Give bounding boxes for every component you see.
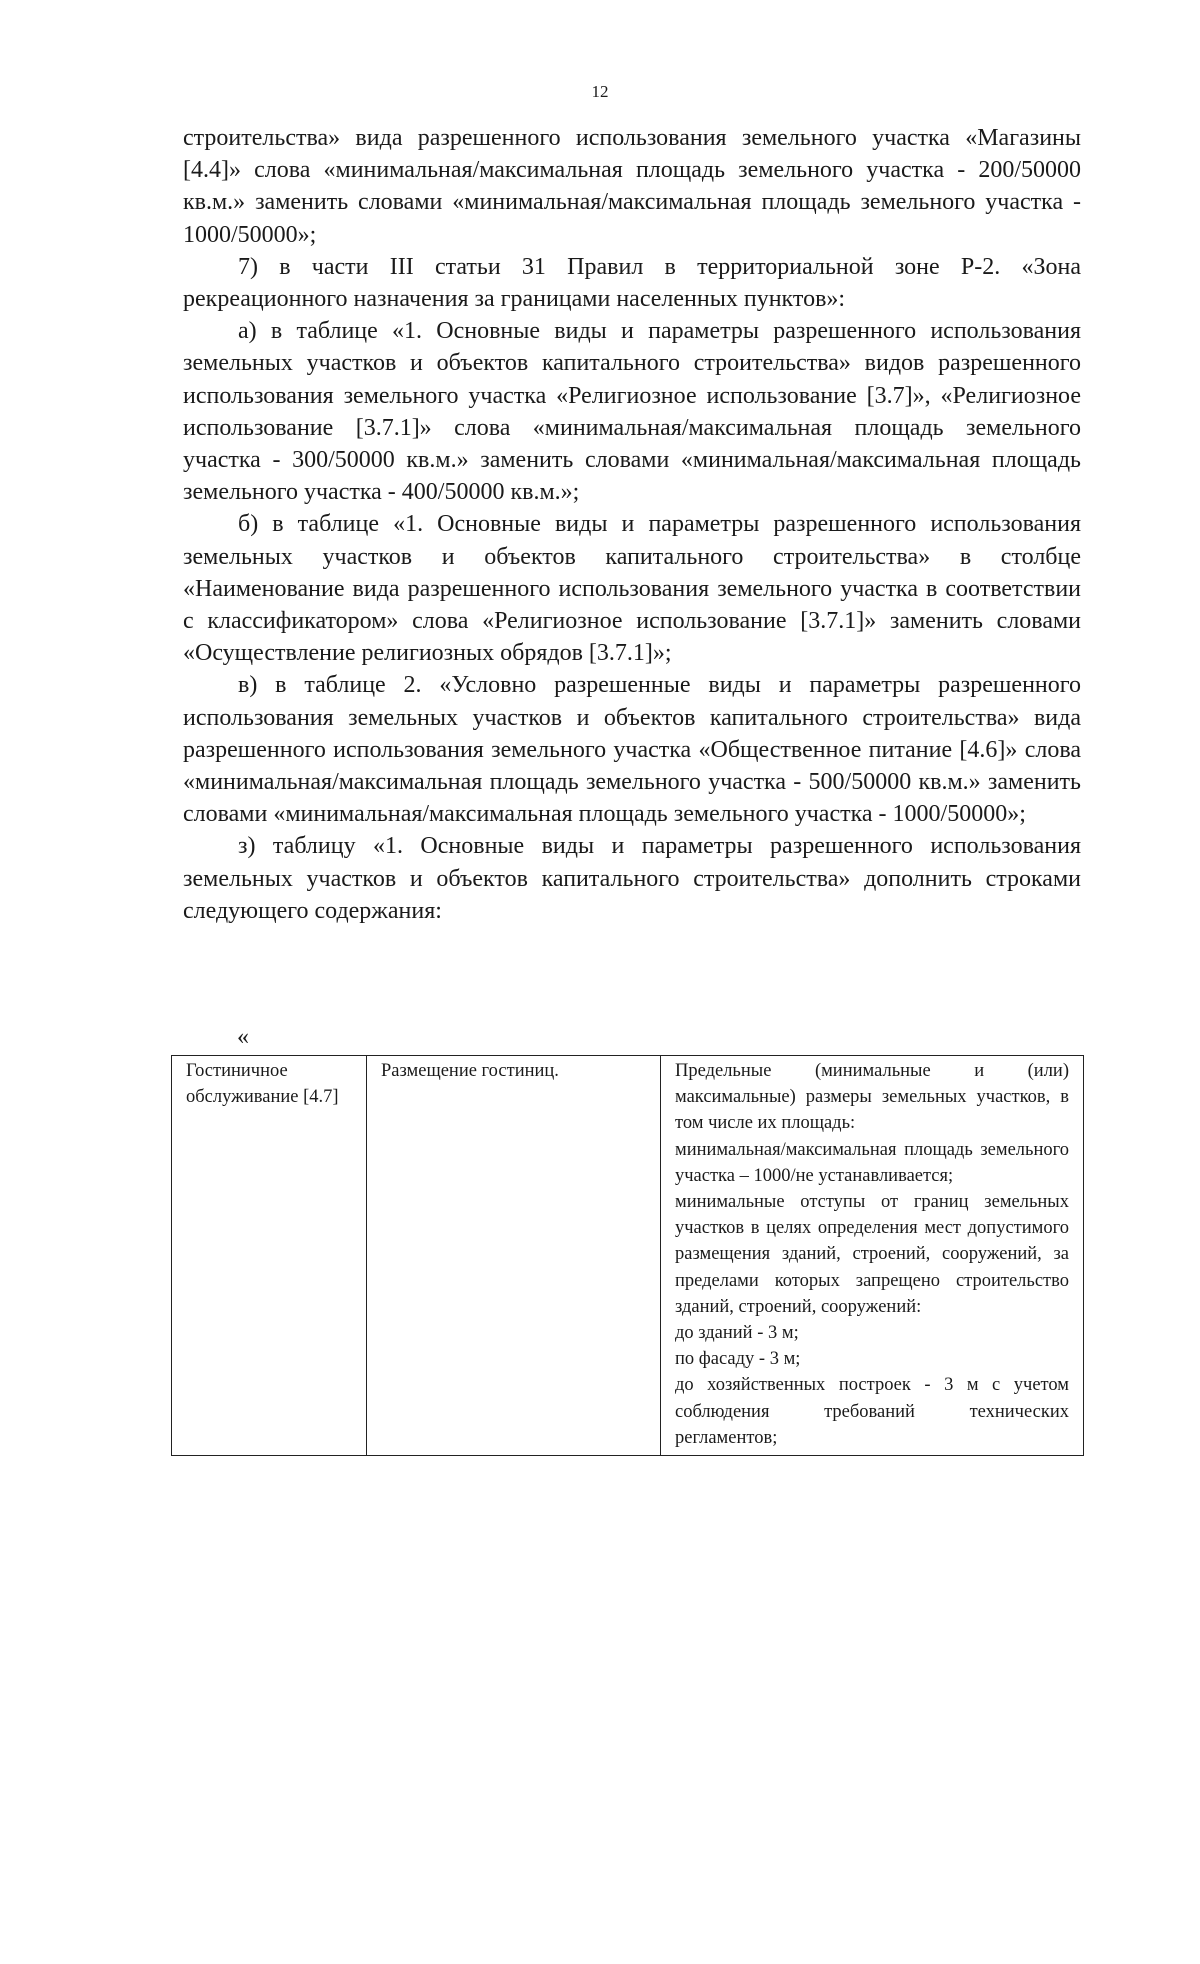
parameters-line: минимальные отступы от границ земельных участков в целях определения мест допустимого размещения зданий, строений, сооружений, за пределами которых запрещено строительство зданий, строений, сооружений: [675,1192,1069,1317]
page-number: 12 [591,82,609,101]
paragraph-item-a: а) в таблице «1. Основные виды и параметры разрешенного использования земельных участков и объектов капитального строительства» видов разрешенного использования земельного участка «Религиозное использование [3.7]», «Религиозное использование [3.7.1]» слова «минимальная/максимальная площадь земельного участка - 300/50000 кв.м.» заменить словами «минимальная/максимальная площадь земельного участка - 400/50000 кв.м.»; [183,318,1081,506]
opening-quote-mark: « [237,1024,249,1050]
parameters-line: до хозяйственных построек - 3 м с учетом соблюдения требований технических регламентов; [675,1375,1069,1448]
paragraph-item-b: б) в таблице «1. Основные виды и параметры разрешенного использования земельных участков и объектов капитального строительства» в столбце «Наименование вида разрешенного использования земельного участка в соответствии с классификатором» слова «Религиозное использование [3.7.1]» заменить словами «Осуществление религиозных обрядов [3.7.1]»; [183,511,1081,667]
paragraph-item-7: 7) в части III статьи 31 Правил в территориальной зоне Р-2. «Зона рекреационного назначения за границами населенных пунктов»: [183,253,1081,313]
permitted-use-table [171,1055,1084,1456]
document-body [183,122,1081,927]
parameters-line: по фасаду - 3 м; [675,1349,801,1370]
use-name-cell: Гостиничное обслуживание [4.7] [172,1056,367,1456]
table-row [172,1056,1084,1456]
parameters-line: Предельные (минимальные и (или) максимальные) размеры земельных участков, в том числе их площадь: [675,1061,1069,1134]
paragraph-item-v: в) в таблице 2. «Условно разрешенные виды и параметры разрешенного использования земельных участков и объектов капитального строительства» вида разрешенного использования земельного участка «Общественное питание [4.6]» слова «минимальная/максимальная площадь земельного участка - 500/50000 кв.м.» заменить словами «минимальная/максимальная площадь земельного участка - 1000/50000»; [183,672,1081,828]
paragraph-item-z: з) таблицу «1. Основные виды и параметры разрешенного использования земельных участков и объектов капитального строительства» дополнить строками следующего содержания: [183,833,1081,924]
use-description-cell: Размещение гостиниц. [367,1056,661,1456]
paragraph-continuation: строительства» вида разрешенного использования земельного участка «Магазины [4.4]» слова «минимальная/максимальная площадь земельного участка - 200/50000 кв.м.» заменить словами «минимальная/максимальная площадь земельного участка - 1000/50000»; [183,125,1081,248]
parameters-line: минимальная/максимальная площадь земельного участка – 1000/не устанавливается; [675,1139,1069,1186]
parameters-cell [661,1056,1084,1456]
parameters-line: до зданий - 3 м; [675,1323,799,1344]
